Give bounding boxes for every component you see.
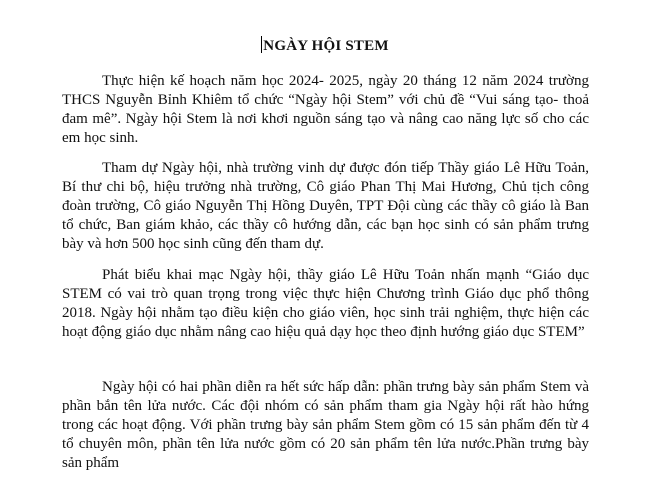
document-title: NGÀY HỘI STEM [263, 38, 389, 54]
paragraph-intro: Thực hiện kế hoạch năm học 2024- 2025, ngày 20 tháng 12 năm 2024 trường THCS Nguyễn Bỉnh Khiêm tổ chức “Ngày hội Stem” với chủ đề “Vui sáng tạo- thoả đam mê”. Ngày hội Stem là nơi khơi nguồn sáng tạo và nâng cao năng lực số cho các em học sinh. [62, 73, 589, 146]
paragraph-opening-speech: Phát biểu khai mạc Ngày hội, thầy giáo Lê Hữu Toản nhấn mạnh “Giáo dục STEM có vai trò quan trọng trong việc thực hiện Chương trình Giáo dục phổ thông 2018. Ngày hội nhằm tạo điều kiện cho giáo viên, học sinh trải nghiệm, thực hiện các hoạt động giáo dục nhằm nâng cao hiệu quả dạy học theo định hướng giáo dục STEM” [62, 267, 589, 340]
paragraph-attendees: Tham dự Ngày hội, nhà trường vinh dự được đón tiếp Thầy giáo Lê Hữu Toản, Bí thư chi bộ, hiệu trưởng nhà trường, Cô giáo Phan Thị Mai Hương, Chủ tịch công đoàn trường, Cô giáo Nguyễn Thị Hồng Duyên, TPT Đội cùng các thầy cô giáo là Ban tổ chức, Ban giám khảo, các thầy cô hướng dẫn, các bạn học sinh có sản phẩm trưng bày và hơn 500 học sinh cũng đến tham dự. [62, 160, 589, 252]
paragraph-activities: Ngày hội có hai phần diễn ra hết sức hấp dẫn: phần trưng bày sản phẩm Stem và phần bắn tên lửa nước. Các đội nhóm có sản phẩm tham gia Ngày hội rất hào hứng trong các hoạt động. Với phần trưng bày sản phẩm Stem gồm có 15 sản phẩm đến từ 4 tổ chuyên môn, phần tên lửa nước gồm có 20 sản phẩm tên lửa nước.Phần trưng bày sản phẩm [62, 379, 589, 471]
document-title-line [0, 36, 650, 55]
